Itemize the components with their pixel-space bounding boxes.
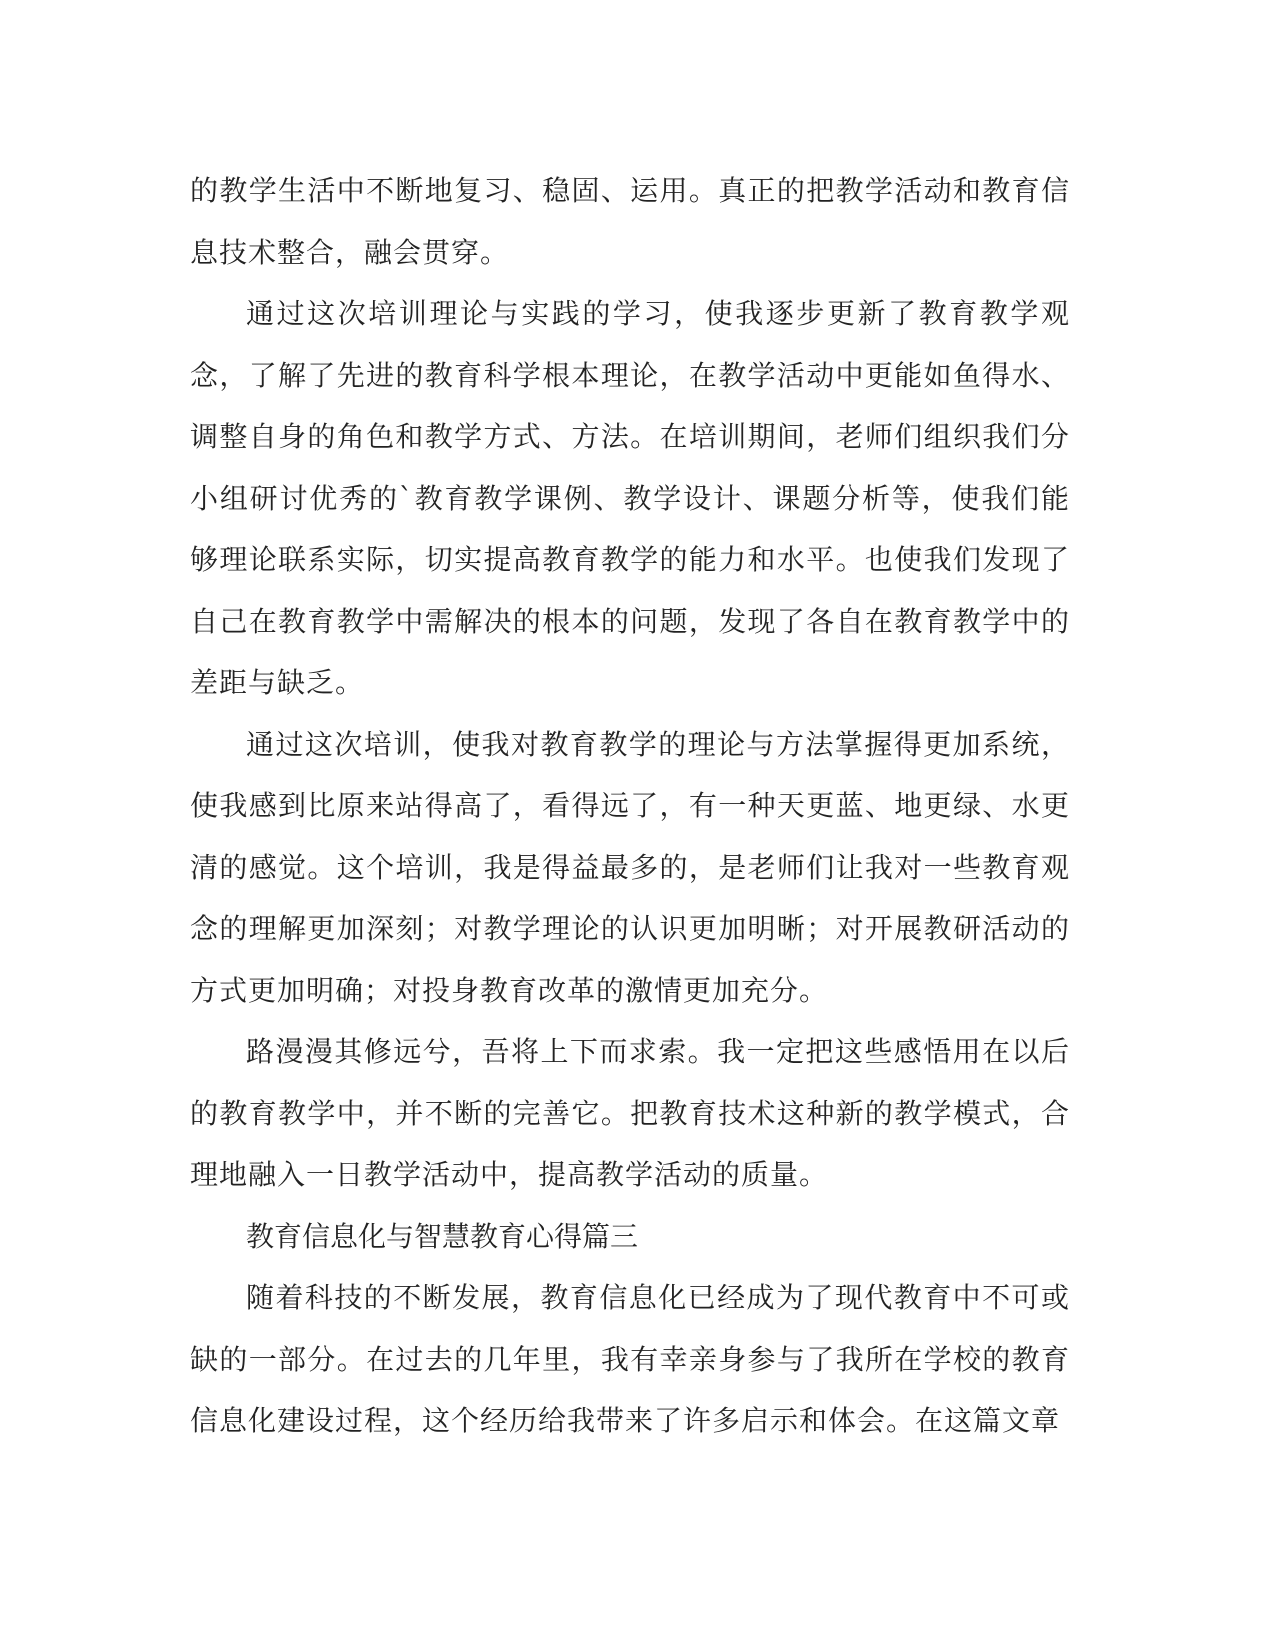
paragraph-conclusion: 路漫漫其修远兮，吾将上下而求索。我一定把这些感悟用在以后的教育教学中，并不断的完善它。把教育技术这种新的教学模式，合理地融入一日教学活动中，提高教学活动的质量。 bbox=[190, 1035, 1070, 1191]
paragraph-continuation: 的教学生活中不断地复习、稳固、运用。真正的把教学活动和教育信息技术整合，融会贯穿。 bbox=[190, 174, 1070, 269]
paragraph-section-three-intro: 随着科技的不断发展，教育信息化已经成为了现代教育中不可或缺的一部分。在过去的几年里，我有幸亲身参与了我所在学校的教育信息化建设过程，这个经历给我带来了许多启示和体会。在这篇文章 bbox=[190, 1281, 1070, 1437]
paragraph-training-theory: 通过这次培训理论与实践的学习，使我逐步更新了教育教学观念，了解了先进的教育科学根本理论，在教学活动中更能如鱼得水、调整自身的角色和教学方式、方法。在培训期间，老师们组织我们分小组研讨优秀的`教育教学课例、教学设计、课题分析等，使我们能够理论联系实际，切实提高教育教学的能力和水平。也使我们发现了自己在教育教学中需解决的根本的问题，发现了各自在教育教学中的差距与缺乏。 bbox=[190, 297, 1070, 699]
paragraph-training-method: 通过这次培训，使我对教育教学的理论与方法掌握得更加系统，使我感到比原来站得高了，看得远了，有一种天更蓝、地更绿、水更清的感觉。这个培训，我是得益最多的，是老师们让我对一些教育观念的理解更加深刻；对教学理论的认识更加明晰；对开展教研活动的方式更加明确；对投身教育改革的激情更加充分。 bbox=[190, 727, 1070, 1007]
section-heading: 教育信息化与智慧教育心得篇三 bbox=[246, 1219, 639, 1253]
document-body bbox=[190, 160, 1070, 1452]
